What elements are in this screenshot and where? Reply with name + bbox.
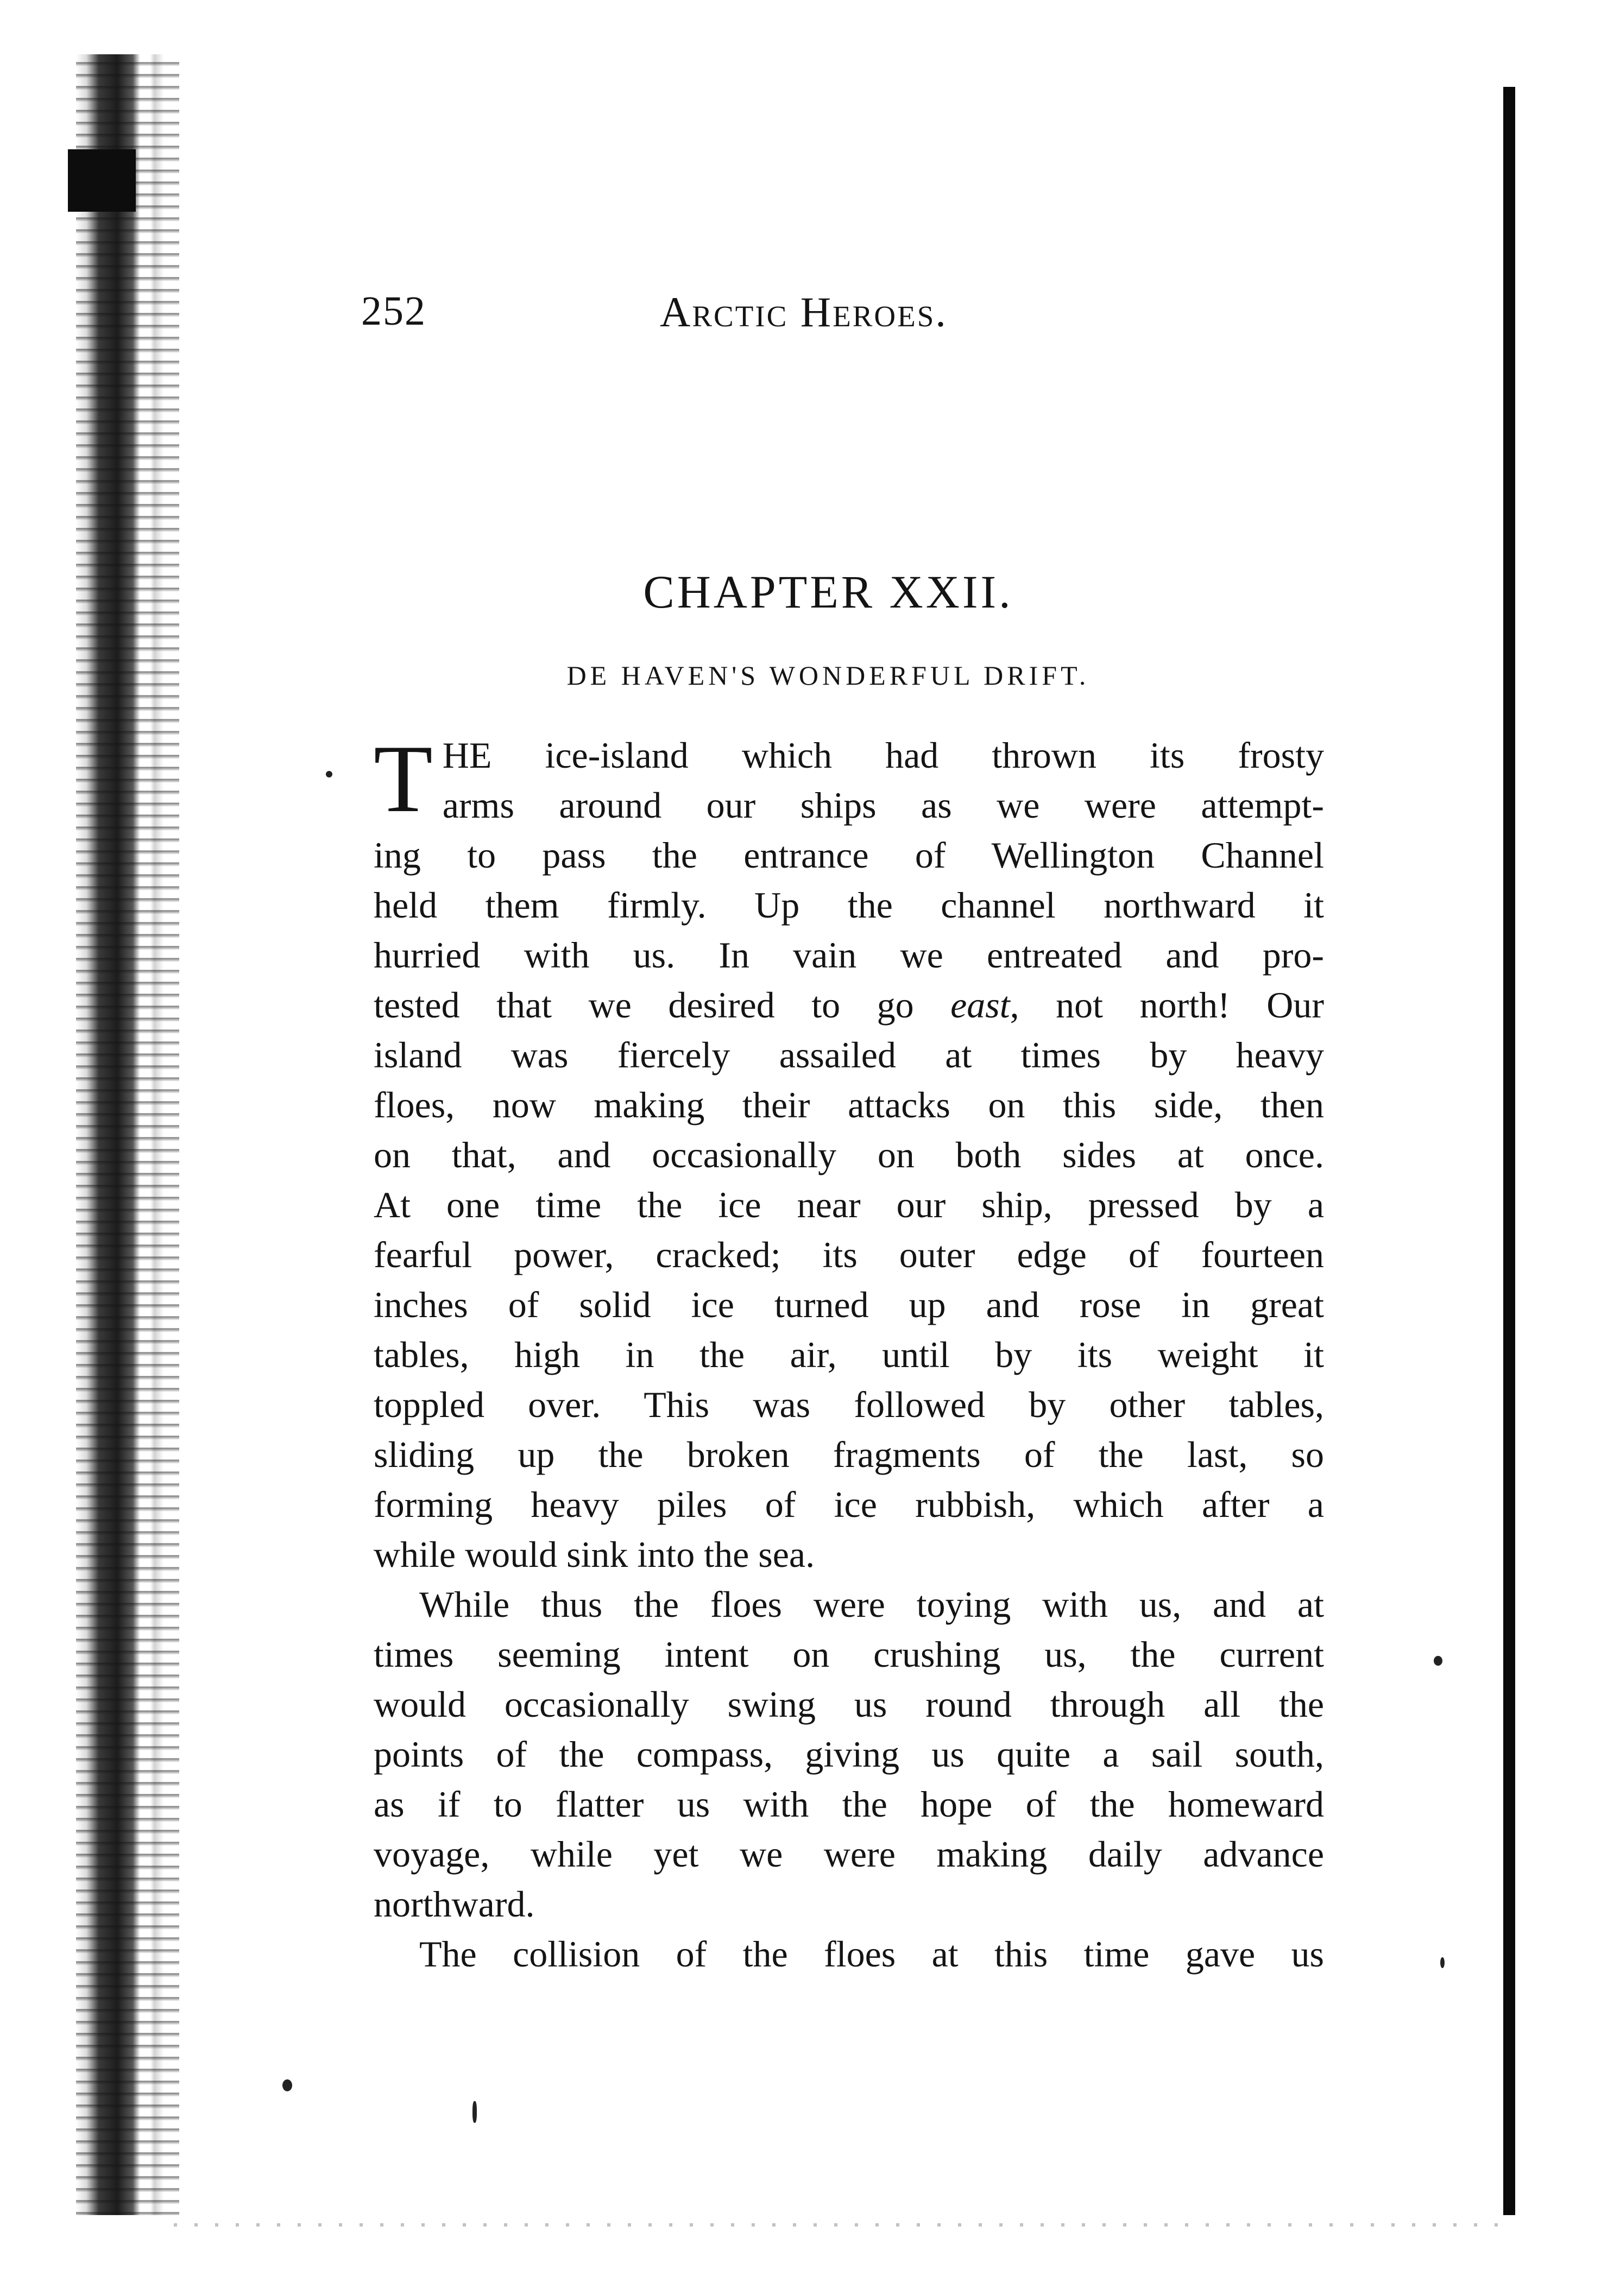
text-line: would occasionally swing us round through all the [374, 1684, 1324, 1725]
running-title: Arctic Heroes. [660, 288, 948, 336]
text-line: held them firmly. Up the channel northward it [374, 884, 1324, 926]
text-line: floes, now making their attacks on this side, then [374, 1084, 1324, 1125]
text-line: island was fiercely assailed at times by heavy [374, 1034, 1324, 1076]
text-line: as if to flatter us with the hope of the homeward [374, 1783, 1324, 1825]
text-line: At one time the ice near our ship, pressed by a [374, 1184, 1324, 1225]
text-line: points of the compass, giving us quite a sail south, [374, 1734, 1324, 1775]
body-text [374, 725, 1324, 1979]
text-line: times seeming intent on crushing us, the current [374, 1634, 1324, 1675]
text-line [374, 980, 1324, 1030]
binding-shadow-block [68, 149, 136, 212]
text-line: on that, and occasionally on both sides at once. [374, 1134, 1324, 1175]
text-line: ing to pass the entrance of Wellington Channel [374, 834, 1324, 876]
paragraph-1 [374, 725, 1324, 1579]
scan-speck [472, 2101, 477, 2123]
paragraph-3 [374, 1929, 1324, 1979]
text-line: toppled over. This was followed by other tables, [374, 1384, 1324, 1425]
text-line: northward. [374, 1883, 535, 1925]
text-line: fearful power, cracked; its outer edge of fourteen [374, 1234, 1324, 1275]
italic-word: east [950, 984, 1010, 1026]
scanned-binding-edge [76, 54, 179, 2215]
text-line: HE ice-island which had thrown its frosty [442, 735, 1324, 776]
text-line: forming heavy piles of ice rubbish, which after a [374, 1484, 1324, 1525]
page-number: 252 [361, 288, 426, 334]
text-line: sliding up the broken fragments of the last, so [374, 1434, 1324, 1475]
chapter-heading: CHAPTER XXII. [643, 566, 1013, 618]
text-line: hurried with us. In vain we entreated and pro- [374, 934, 1324, 976]
scan-speck [1440, 1957, 1445, 1968]
text-line: While thus the floes were toying with us, and at [419, 1584, 1324, 1625]
text-line: The collision of the floes at this time gave us [419, 1933, 1324, 1975]
scan-speck [326, 771, 332, 777]
scan-noise-bottom [174, 2223, 1510, 2227]
scan-speck [1434, 1656, 1442, 1666]
text-line: while would sink into the sea. [374, 1534, 815, 1575]
text-line: tables, high in the air, until by its weight it [374, 1334, 1324, 1375]
text-segment: , not north! Our [1010, 984, 1324, 1026]
drop-cap: T [374, 725, 433, 832]
text-segment: tested that we desired to go [374, 984, 951, 1026]
paragraph-2 [374, 1579, 1324, 1929]
running-header [361, 288, 1013, 347]
scan-speck [282, 2079, 292, 2091]
chapter-subtitle: DE HAVEN'S WONDERFUL DRIFT. [566, 660, 1090, 691]
text-line: arms around our ships as we were attempt- [442, 785, 1324, 826]
page-edge-shadow [1503, 87, 1515, 2215]
text-line: voyage, while yet we were making daily advance [374, 1833, 1324, 1875]
text-line: inches of solid ice turned up and rose in great [374, 1284, 1324, 1325]
